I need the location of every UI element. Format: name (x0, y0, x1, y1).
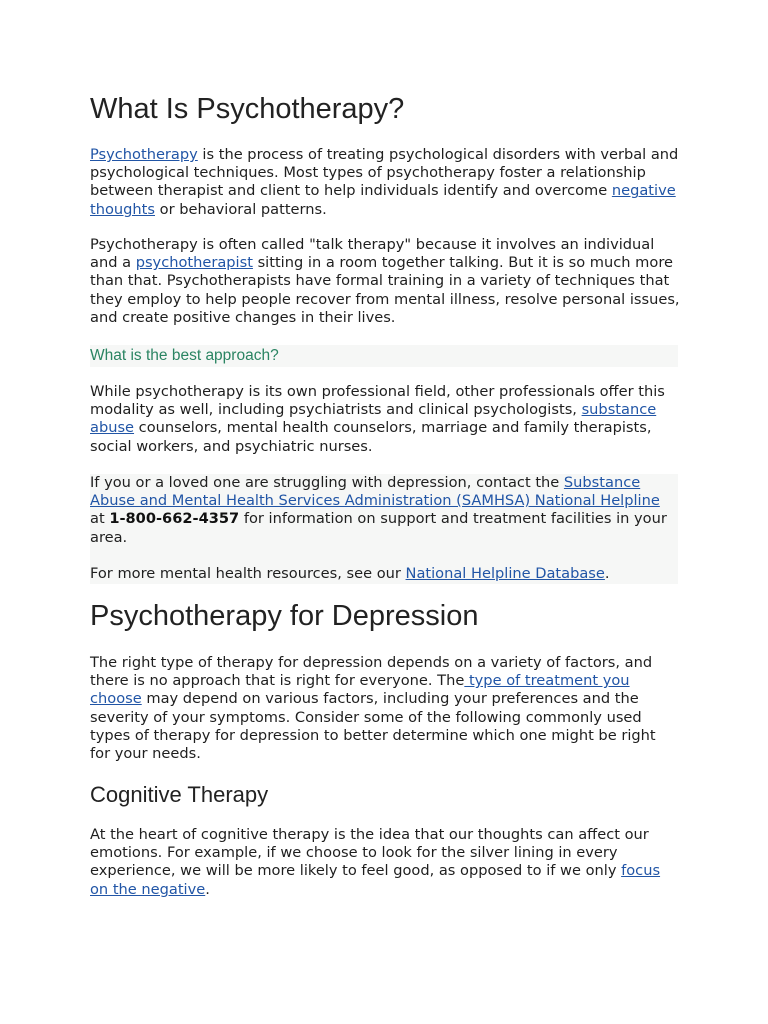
paragraph-text: Psychotherapy is often called "talk therapy" because it involves an individual and a (90, 236, 655, 272)
psychotherapy-link[interactable]: Psychotherapy (90, 146, 198, 163)
depression-paragraph (90, 654, 680, 763)
paragraph-text: at (90, 510, 110, 528)
paragraph-text: While psychotherapy is its own professional field, other professionals offer this modality as well, including psychiatrists and clinical psychologists, (90, 383, 665, 419)
paragraph-text: or behavioral patterns. (155, 200, 327, 218)
paragraph-text: for information on support and treatment facilities in your area. (90, 510, 667, 546)
focus-negative-link[interactable]: focus on the negative (90, 862, 661, 898)
paragraph-text: counselors, mental health counselors, marriage and family therapists, social workers, and psychiatric nurses. (90, 419, 652, 455)
callout-heading-box (90, 345, 678, 367)
page-title: What Is Psychotherapy? (90, 93, 405, 125)
section-title-depression: Psychotherapy for Depression (90, 600, 479, 632)
intro-paragraph (90, 146, 680, 219)
callout-heading: What is the best approach? (90, 347, 279, 364)
talk-therapy-paragraph (90, 236, 680, 327)
paragraph-text: . (604, 565, 610, 582)
resources-paragraph (90, 565, 610, 583)
paragraph-text: may depend on various factors, including your preferences and the severity of your symptoms. Consider some of the following commonly used types of therapy for depression to better determine which one might be right for your needs. (90, 690, 656, 763)
samhsa-helpline-link[interactable]: Substance Abuse and Mental Health Services Administration (SAMHSA) National Helpline (90, 474, 660, 510)
helpline-callout (90, 474, 678, 584)
cognitive-paragraph (90, 826, 680, 899)
negative-thoughts-link[interactable]: negative thoughts (90, 182, 676, 218)
paragraph-text: If you or a loved one are struggling with depression, contact the (90, 474, 564, 491)
paragraph-text: The right type of therapy for depression depends on a variety of factors, and there is no approach that is right for everyone. The (90, 654, 653, 690)
treatment-type-link[interactable]: type of treatment you choose (90, 672, 630, 708)
substance-abuse-link[interactable]: substance abuse (90, 401, 657, 437)
psychotherapist-link[interactable]: psychotherapist (135, 254, 253, 272)
professionals-paragraph (90, 383, 680, 456)
paragraph-text: . (205, 880, 210, 898)
helpline-phone-number: 1-800-662-4357 (109, 510, 240, 528)
paragraph-text: At the heart of cognitive therapy is the idea that our thoughts can affect our emotions. For example, if we choose to look for the silver lining in every experience, we will be more likely to feel good, as opposed to if we only (90, 826, 649, 880)
paragraph-text: sitting in a room together talking. But it is so much more than that. Psychotherapists have formal training in a variety of techniques that they employ to help people recover from mental illness, resolve personal issues, and create positive changes in their lives. (90, 254, 680, 326)
paragraph-text: For more mental health resources, see our (90, 565, 406, 582)
helpline-paragraph (90, 474, 678, 547)
paragraph-text: is the process of treating psychological disorders with verbal and psychological techniques. Most types of psychotherapy foster a relationship between therapist and client to help individuals identify and overcome (90, 146, 679, 200)
section-title-cognitive: Cognitive Therapy (90, 782, 269, 807)
helpline-database-link[interactable]: National Helpline Database (405, 565, 605, 582)
